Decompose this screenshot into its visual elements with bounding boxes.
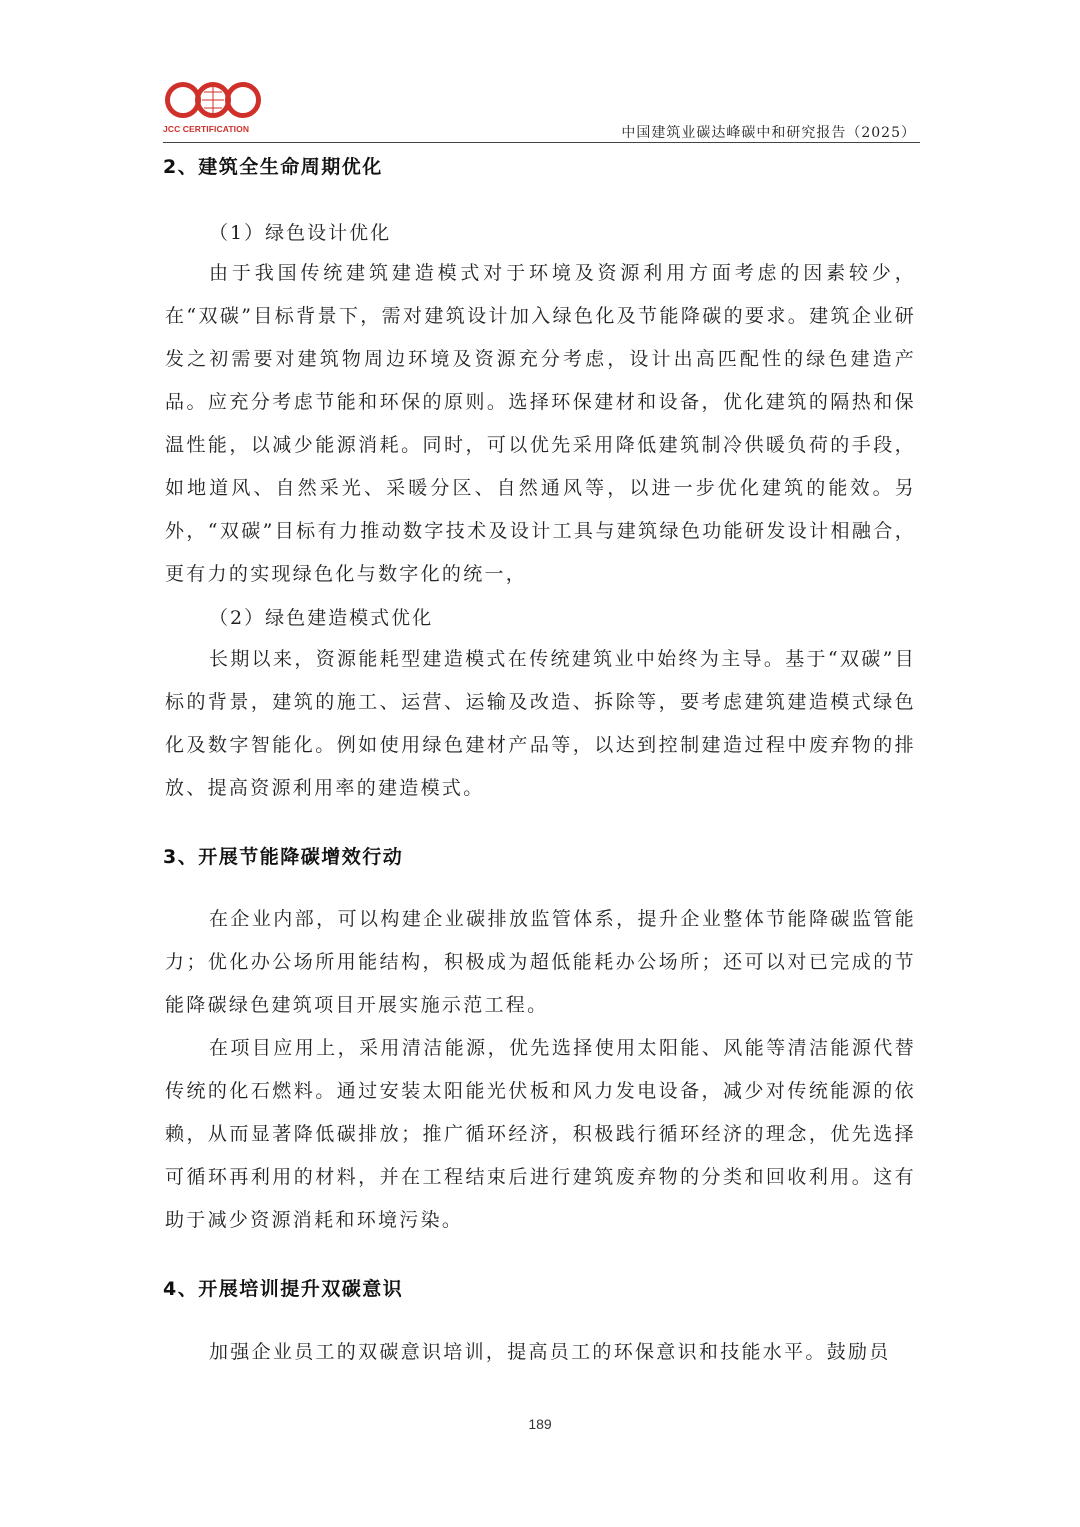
jcc-logo [163, 80, 263, 136]
section-heading-4: 4、开展培训提升双碳意识 [163, 1278, 404, 1300]
jcc-rings-icon [163, 80, 263, 124]
header-divider [163, 142, 920, 143]
section-heading-3: 3、开展节能降碳增效行动 [163, 846, 404, 868]
paragraph-training: 加强企业员工的双碳意识培训，提高员工的环保意识和技能水平。鼓励员 [209, 1341, 891, 1363]
subheading-green-design: （1）绿色设计优化 [209, 222, 392, 244]
paragraph-green-design: 由于我国传统建筑建造模式对于环境及资源利用方面考虑的因素较少，在“双碳”目标背景下，需对建筑设计加入绿色化及节能降碳的要求。建筑企业研发之初需要对建筑物周边环境及资源充分考虑，设计出高匹配性的绿色建造产品。应充分考虑节能和环保的原则。选择环保建材和设备，优化建筑的隔热和保温性能，以减少能源消耗。同时，可以优先采用降低建筑制冷供暖负荷的手段，如地道风、自然采光、采暖分区、自然通风等，以进一步优化建筑的能效。另外，“双碳”目标有力推动数字技术及设计工具与建筑绿色功能研发设计相融合，更有力的实现绿色化与数字化的统一， [165, 262, 916, 585]
page-number: 189 [528, 1416, 552, 1432]
logo-text: JCC CERTIFICATION [163, 124, 250, 134]
running-title: 中国建筑业碳达峰碳中和研究报告（2025） [621, 125, 916, 141]
subheading-green-construction: （2）绿色建造模式优化 [209, 607, 434, 629]
paragraph-green-construction: 长期以来，资源能耗型建造模式在传统建筑业中始终为主导。基于“双碳”目标的背景，建筑的施工、运营、运输及改造、拆除等，要考虑建筑建造模式绿色化及数字智能化。例如使用绿色建材产品等，以达到控制建造过程中废弃物的排放、提高资源利用率的建造模式。 [165, 648, 916, 799]
section-heading-2: 2、建筑全生命周期优化 [163, 156, 383, 178]
paragraph-enterprise-internal: 在企业内部，可以构建企业碳排放监管体系，提升企业整体节能降碳监管能力；优化办公场所用能结构，积极成为超低能耗办公场所；还可以对已完成的节能降碳绿色建筑项目开展实施示范工程。 [165, 908, 916, 1016]
paragraph-project-application: 在项目应用上，采用清洁能源，优先选择使用太阳能、风能等清洁能源代替传统的化石燃料。通过安装太阳能光伏板和风力发电设备，减少对传统能源的依赖，从而显著降低碳排放；推广循环经济，积极践行循环经济的理念，优先选择可循环再利用的材料，并在工程结束后进行建筑废弃物的分类和回收利用。这有助于减少资源消耗和环境污染。 [165, 1037, 916, 1231]
